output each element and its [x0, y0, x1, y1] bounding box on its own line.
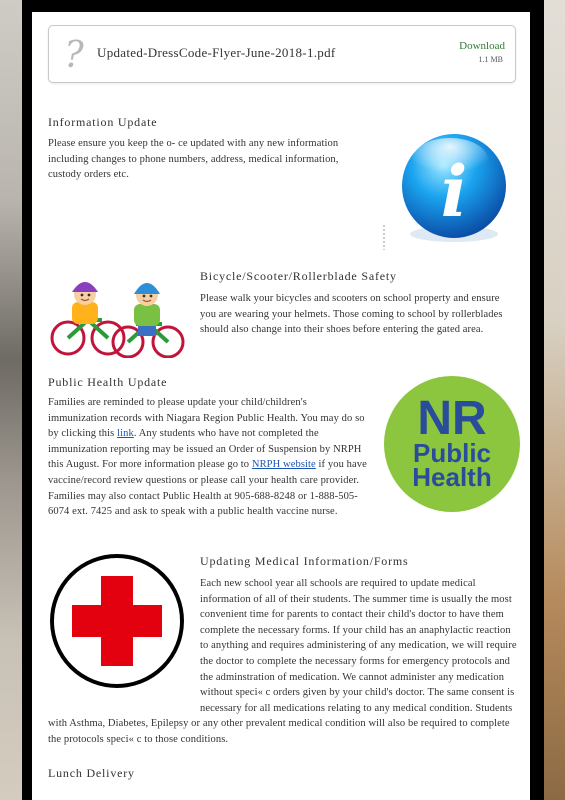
logo-public-text: Public: [412, 438, 492, 468]
logo-nr-text: NR: [417, 392, 487, 445]
medical-heading: Updating Medical Information/Forms: [200, 554, 409, 568]
medical-body-text: Each new school year all schools are required to update medical information of all of their students. The summer time is usually the most convenient time for parents to contact their child's doctor to have them complete the necessary forms. If your child has an anaphylactic reaction to anything and requires administering of any medication, we will require the doctor to complete the necessary forms for emergency protocols and the adminstration of medication. We cannot administer any medication without speci« c orders given by your child's doctor. The same consent is necessary for all medications relating to any medical condition. Students with Asthma, Diabetes, Epilepsy or any other prevalent medical condition will also be required to complete the protocols speci« c to those conditions.: [48, 578, 517, 745]
logo-health-text: Health: [412, 462, 492, 492]
red-cross-float-spacer: [48, 576, 200, 702]
attachment-card[interactable]: [48, 25, 516, 83]
question-mark-icon: ?: [64, 35, 84, 76]
public-health-text-2: . Any students who have not completed the immunization reporting may be issued an Order of Suspension by NRPH this August. For more information please go to: [48, 428, 362, 471]
kids-on-bikes-illustration: [46, 270, 186, 358]
info-icon-letter: i: [440, 150, 468, 233]
nr-public-health-logo: [382, 374, 522, 514]
medical-body: [48, 576, 518, 748]
nrph-website-link[interactable]: NRPH website: [251, 459, 316, 471]
download-link[interactable]: Download: [459, 40, 505, 52]
bike-safety-heading: Bicycle/Scooter/Rollerblade Safety: [200, 269, 397, 283]
info-update-heading: Information Update: [48, 115, 158, 129]
lunch-heading: Lunch Delivery: [48, 766, 135, 780]
info-update-body: Please ensure you keep the o- ce updated with any new information including changes to phone numbers, address, medical information, custody orders etc.: [48, 138, 339, 181]
public-health-heading: Public Health Update: [48, 375, 168, 389]
info-icon: [382, 130, 517, 250]
immunization-link[interactable]: link: [117, 428, 134, 440]
public-health-text-1: Families are reminded to please update your child/children's immunization records with Niagara Region Public Health. You may do so by clicking this: [48, 397, 365, 440]
bike-safety-body: Please walk your bicycles and scooters on school property and ensure you are wearing your helmets. Those coming to school by rollerblades should also change into their shoes before entering the gated area.: [200, 293, 503, 336]
attachment-filename[interactable]: Updated-DressCode-Flyer-June-2018-1.pdf: [97, 45, 336, 60]
newsletter-page: [32, 12, 530, 800]
public-health-text-3: if you have vaccine/record review questions or please call your health care provider. Families may also contact Public Health at 905-688-8248 or 1-888-505-6074 ext. 7425 and ask to speak with a public health vaccine nurse.: [48, 459, 367, 518]
public-health-body: [48, 395, 368, 520]
attachment-size: 1.1 MB: [478, 55, 503, 64]
